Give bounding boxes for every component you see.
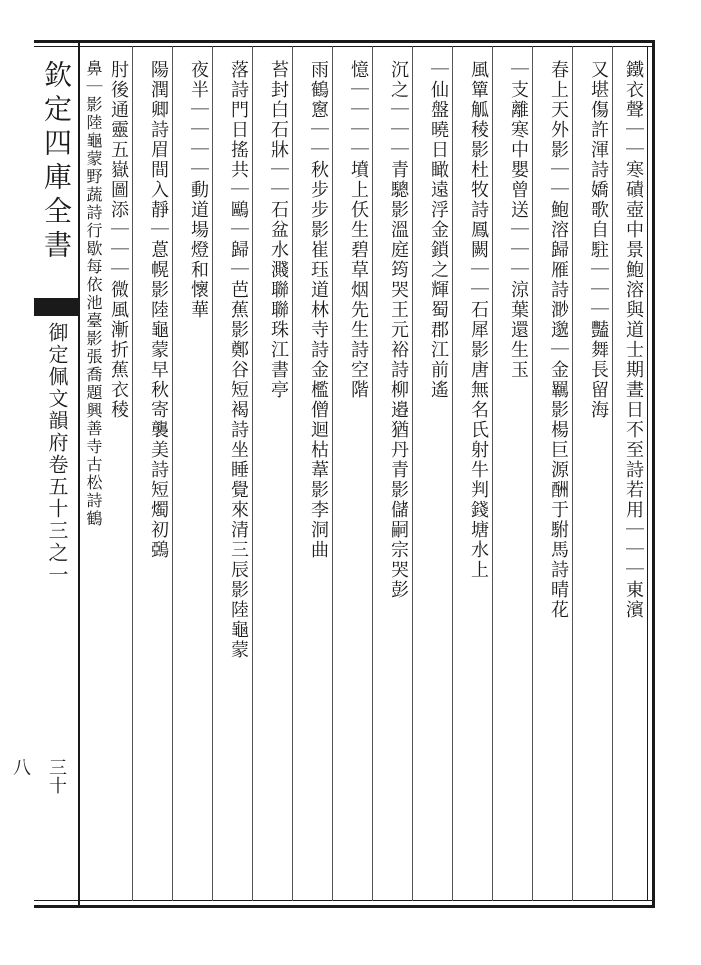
book-title-text: 御定佩文韻府: [45, 322, 69, 454]
page-number: 三十八: [10, 758, 67, 794]
text-column-3: 春上天外影｜｜鮑溶歸雁詩渺邈｜金羈影楊巨源酬于駙馬詩晴花: [548, 60, 569, 620]
text-column-15: 鼻｜影陸龜蒙野蔬詩行歇每依池臺影張喬題興善寺古松詩鶴: [84, 60, 103, 528]
frame-top-border: [34, 40, 654, 43]
text-column-4: ｜支離寒中嬰曾送｜｜｜涼葉還生玉: [508, 60, 529, 380]
fish-tail-mark: [34, 298, 78, 316]
book-title: [40, 322, 74, 642]
text-column-1: 鐵衣聲｜｜寒磧壺中景鮑溶與道士期晝日不至詩若用｜｜｜東濱: [623, 60, 644, 620]
text-column-12: 夜半｜｜｜｜動道場燈和懷華: [188, 60, 209, 320]
frame-right-border: [652, 40, 655, 908]
text-column-7: 沉之｜｜｜青驄影溫庭筠哭王元裕詩柳邉猶丹青影儲嗣宗哭彭: [388, 60, 409, 600]
frame-top-inner-border: [34, 46, 654, 47]
text-column-8: 憶｜｜｜｜墳上仸生碧草烟先生詩空階: [348, 60, 369, 400]
text-column-14: 肘後通靈五嶽圖添｜｜｜微風漸折蕉衣稜: [108, 60, 129, 420]
frame-bottom-inner-border: [34, 900, 654, 901]
library-title: 欽定四庫全書: [40, 60, 73, 264]
frame-bottom-border: [34, 905, 654, 908]
text-column-5: 風簞觚稜影杜牧詩鳳闕｜｜石犀影唐無名氏射牛判錢塘水上: [468, 60, 489, 580]
text-column-2: 又堪傷許渾詩嬌歌自駐｜｜｜豔舞長留海: [588, 60, 609, 420]
text-column-10: 苔封白石牀｜｜石盆水濺聯聯珠江書亭: [268, 60, 289, 400]
text-column-11: 落詩門日搖共｜鷗｜歸｜芭蕉影鄭谷短褐詩坐睡覺來清三辰影陸龜蒙: [228, 60, 249, 660]
frame-right-inner-border: [647, 46, 648, 901]
volume-text: 卷五十三之一: [45, 454, 69, 586]
text-column-6: ｜仙盤曉日瞰遠浮金鎖之輝蜀郡江前遙: [428, 60, 449, 400]
text-column-9: 雨鶴窻｜｜秋步步影崔珏道林寺詩金檻僧迴枯葦影李洞曲: [308, 60, 329, 560]
text-column-13: 陽潤卿詩眉間入靜｜蒠幌影陸龜蒙早秋寄襲美詩短燭初鵶: [148, 60, 169, 560]
